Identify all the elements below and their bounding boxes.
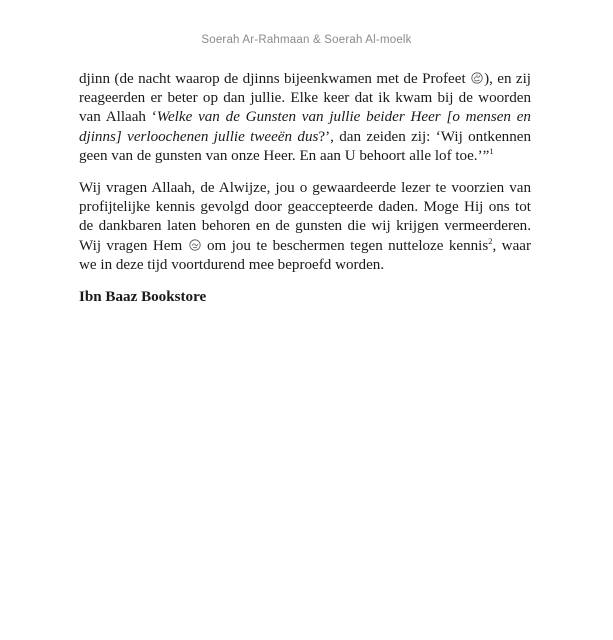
quran-quote: Welke van de Gunsten van jullie beider Heer [o mensen en djinns] verloochenen jullie tweeën dus bbox=[79, 109, 531, 145]
paragraph-text: , waar we in deze tijd voortdurend mee beproefd worden. bbox=[79, 237, 531, 273]
footnote-marker[interactable]: 1 bbox=[489, 145, 494, 156]
running-header: Soerah Ar-Rahmaan & Soerah Al-moelk bbox=[201, 34, 412, 46]
paragraph-text: djinn (de nacht waarop de djinns bijeenkwamen met de Profeet bbox=[79, 71, 471, 87]
body-text bbox=[79, 70, 531, 307]
footnote-marker[interactable]: 2 bbox=[488, 235, 493, 246]
paragraph-dua bbox=[79, 179, 531, 275]
subhanahu-glyph-icon bbox=[189, 239, 201, 251]
paragraph-text: ), en zij reageerden er beter op dan jullie. Elke keer dat ik kwam bij de woorden van Allaah ‘ bbox=[79, 71, 531, 126]
paragraph-text: om jou te beschermen tegen nutteloze kennis bbox=[201, 237, 489, 254]
paragraph-hadith bbox=[79, 70, 531, 166]
signature: Ibn Baaz Bookstore bbox=[79, 289, 207, 306]
paragraph-text: ?’, dan zeiden zij: ‘Wij ontkennen geen van de gunsten van onze Heer. En aan U behoort alle lof toe.’” bbox=[79, 128, 532, 164]
salawat-glyph-icon bbox=[471, 72, 483, 84]
paragraph-text: Wij vragen Allaah, de Alwijze, jou o gewaardeerde lezer te voorzien van profijtelijke kennis gevolgd door geaccepteerde daden. Moge Hij ons tot de dankbaren laten behoren en de gunsten die wij krijgen vermeerderen. Wij vragen Hem bbox=[79, 180, 531, 254]
